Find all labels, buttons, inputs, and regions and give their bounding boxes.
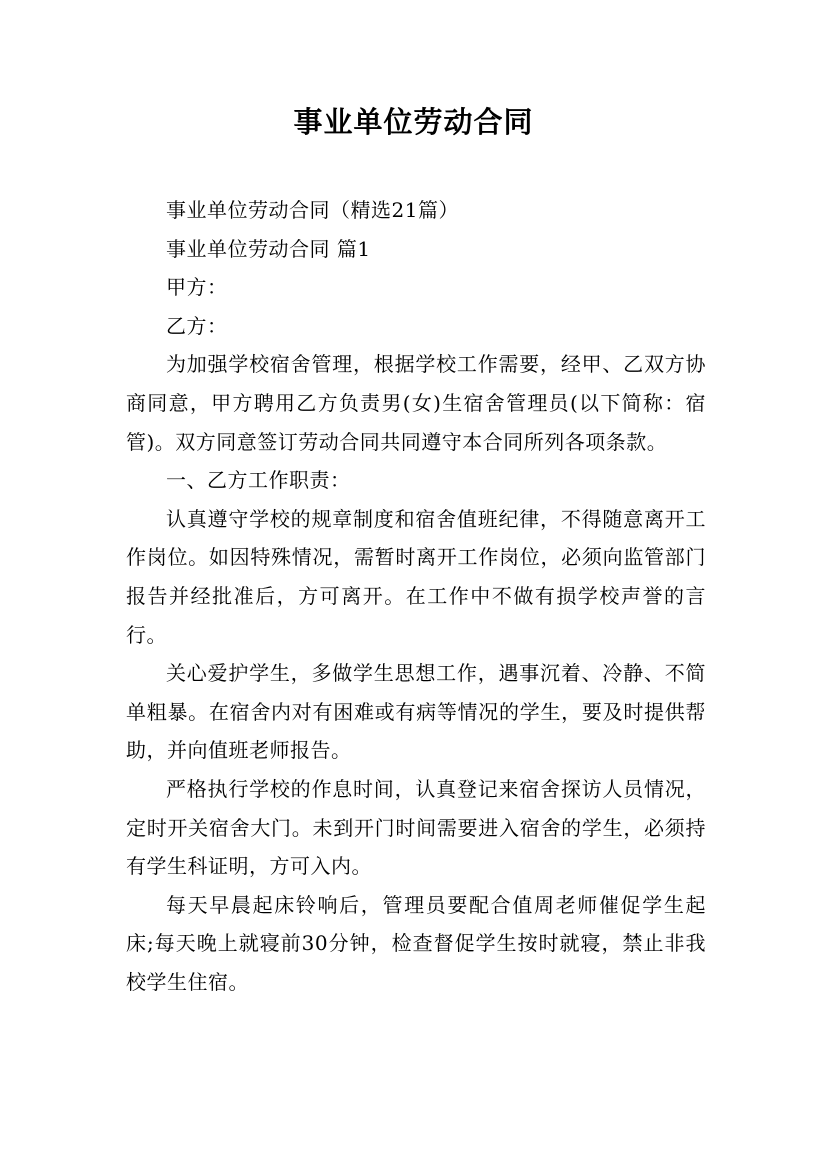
paragraph-party-b: 乙方： bbox=[166, 313, 228, 338]
paragraph-duty-3: 严格执行学校的作息时间，认真登记来宿舍探访人员情况，定时开关宿舍大门。未到开门时间需要进入宿舍的学生，必须持有学生科证明，方可入内。 bbox=[126, 776, 706, 879]
paragraph-duty-4: 每天早晨起床铃响后，管理员要配合值周老师催促学生起床;每天晚上就寝前30分钟，检查督促学生按时就寝，禁止非我校学生住宿。 bbox=[126, 892, 706, 994]
paragraph-preamble: 为加强学校宿舍管理，根据学校工作需要，经甲、乙双方协商同意，甲方聘用乙方负责男(女)生宿舍管理员(以下简称：宿管)。双方同意签订劳动合同共同遵守本合同所列各项条款。 bbox=[126, 352, 706, 454]
paragraph-party-a: 甲方： bbox=[166, 275, 228, 300]
paragraph-section-heading: 事业单位劳动合同 篇1 bbox=[166, 236, 371, 261]
paragraph-duty-1: 认真遵守学校的规章制度和宿舍值班纪律，不得随意离开工作岗位。如因特殊情况，需暂时离开工作岗位，必须向监管部门报告并经批准后，方可离开。在工作中不做有损学校声誉的言行。 bbox=[126, 506, 706, 647]
document-title: 事业单位劳动合同 bbox=[293, 105, 534, 139]
paragraph-duties-heading: 一、乙方工作职责： bbox=[166, 468, 351, 493]
paragraph-subtitle: 事业单位劳动合同（精选21篇） bbox=[166, 198, 459, 222]
paragraph-duty-2: 关心爱护学生，多做学生思想工作，遇事沉着、冷静、不简单粗暴。在宿舍内对有困难或有病等情况的学生，要及时提供帮助，并向值班老师报告。 bbox=[126, 661, 706, 763]
document-body bbox=[126, 191, 706, 1001]
